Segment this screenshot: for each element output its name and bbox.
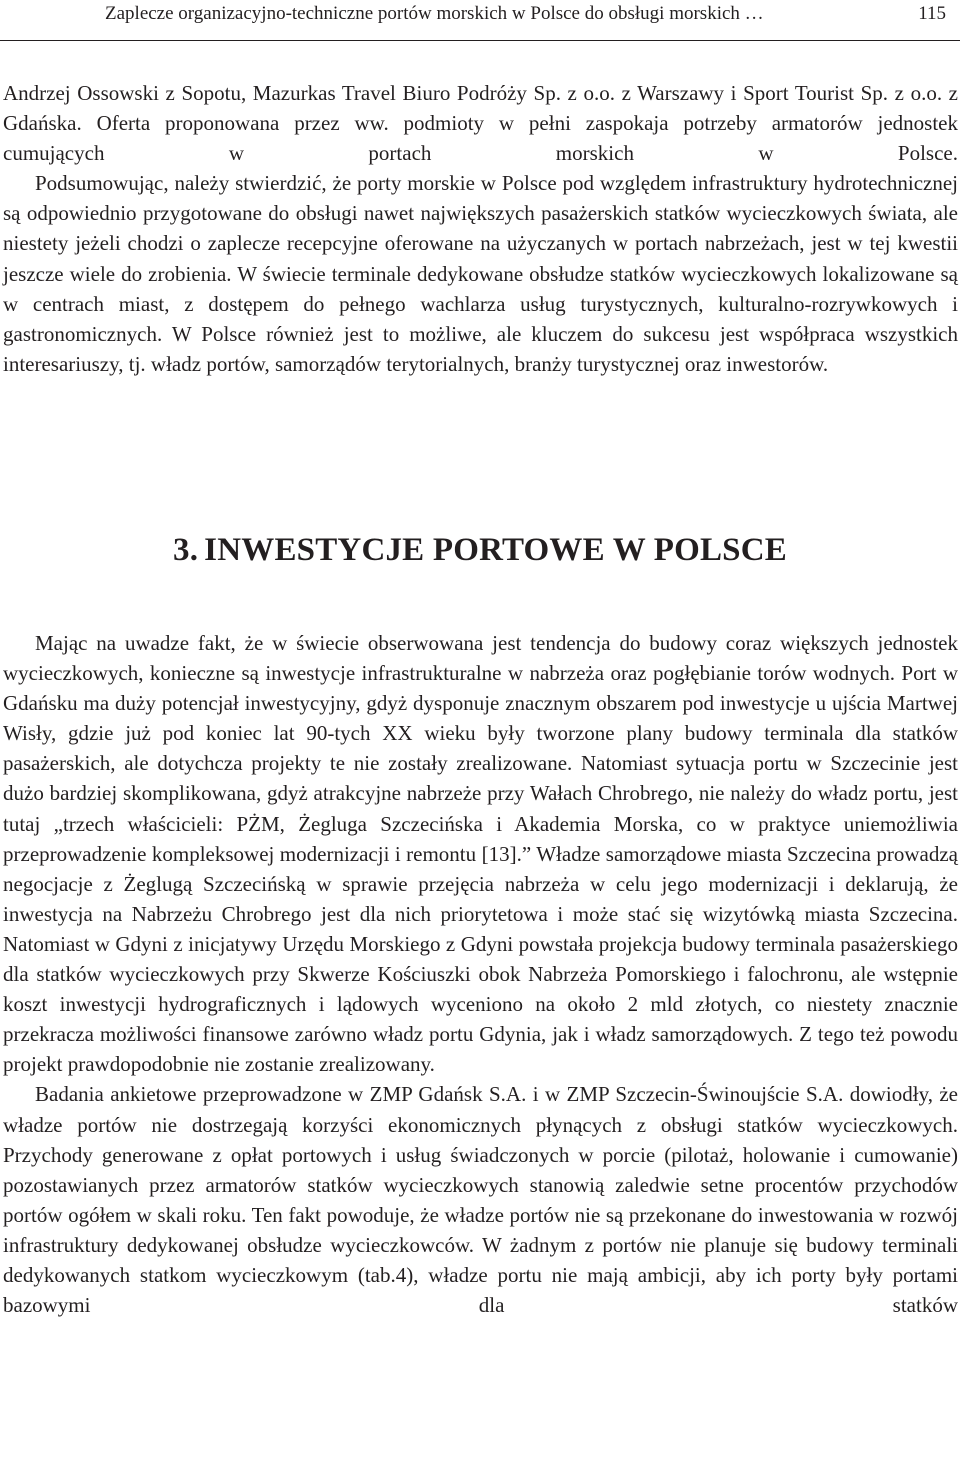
summary-paragraph: Podsumowując, należy stwierdzić, że porty morskie w Polsce pod względem infrastruktury hydrotechnicznej są odpowiednio przygotowane do obsługi nawet największych pasażerskich statków wycieczkowych świata, ale niestety jeżeli chodzi o zaplecze recepcyjne oferowane na użyczanych w portach nabrzeżach, jest w tej kwestii jeszcze wiele do zrobienia. W świecie terminale dedykowane obsłudze statków wycieczkowych lokalizowane są w centrach miast, z dostępem do pełnego wachlarza usług turystycznych, kulturalno-rozrywkowych i gastronomicznych. W Polsce również jest to możliwe, ale kluczem do sukcesu jest współpraca wszystkich interesariuszy, tj. władz portów, samorządów terytorialnych, branży turystycznej oraz inwestorów. — [3, 171, 958, 376]
body-paragraph-2: Badania ankietowe przeprowadzone w ZMP Gdańsk S.A. i w ZMP Szczecin-Świnoujście S.A. dowiodły, że władze portów nie dostrzegają korzyści ekonomicznych płynących z obsługi statków wycieczkowych. Przychody generowane z opłat portowych i usług świadczonych w porcie (pilotaż, holowanie i cumowanie) pozostawianych przez armatorów statków wycieczkowych stanowią zaledwie setne procentów przychodów portów ogółem w skali roku. Ten fakt powoduje, że władze portów nie są przekonane do inwestowania w rozwój infrastruktury dedykowanej obsłudze wycieczkowców. W żadnym z portów nie planuje się budowy terminali dedykowanych statkom wycieczkowym (tab.4), władze portu nie mają ambicji, aby ich porty były portami bazowymi dla statków — [3, 1082, 958, 1318]
section-heading — [0, 532, 960, 569]
running-header — [0, 0, 960, 41]
running-title: Zaplecze organizacyjno-techniczne portów morskich w Polsce do obsługi morskich … — [105, 3, 764, 24]
body-paragraph-1: Mając na uwadze fakt, że w świecie obserwowana jest tendencja do budowy coraz większych jednostek wycieczkowych, konieczne są inwestycje infrastrukturalne w nabrzeża oraz pogłębianie torów wodnych. Port w Gdańsku ma duży potencjał inwestycyjny, gdyż dysponuje znacznym obszarem pod inwestycje u ujścia Martwej Wisły, gdzie już pod koniec lat 90-tych XX wieku były tworzone plany budowy terminala dla statków pasażerskich, ale dotychcza projekty te nie zostały zrealizowane. Natomiast sytuacja portu w Szczecinie jest dużo bardziej skomplikowana, gdyż atrakcyjne nabrzeże przy Wałach Chrobrego, nie należy do władz portu, jest tutaj „trzech właścicieli: PŻM, Żegluga Szczecińska i Akademia Morska, co w praktyce uniemożliwia przeprowadzenie kompleksowej modernizacji i remontu [13].” Władze samorządowe miasta Szczecina prowadzą negocjacje z Żeglugą Szczecińską w sprawie przejęcia nabrzeża w celu jego modernizacji i deklarują, że inwestycja na Nabrzeżu Chrobrego jest dla nich priorytetowa i może stać się wizytówką miasta Szczecina. Natomiast w Gdyni z inicjatywy Urzędu Morskiego z Gdyni powstała projekcja budowy terminala pasażerskiego dla statków wycieczkowych przy Skwerze Kościuszki obok Nabrzeża Pomorskiego i falochronu, ale wstępnie koszt inwestycji hydrograficznych i lądowych wyceniono na około 2 mld złotych, co niestety znacznie przekracza możliwości finansowe zarówno władz portu Gdynia, jak i władz samorządowych. Z tego też powodu projekt prawdopodobnie nie zostanie zrealizowany. — [3, 631, 958, 1077]
page-number: 115 — [918, 3, 946, 24]
section-title: INWESTYCJE PORTOWE W POLSCE — [204, 532, 787, 568]
intro-paragraph: Andrzej Ossowski z Sopotu, Mazurkas Travel Biuro Podróży Sp. z o.o. z Warszawy i Sport Tourist Sp. z o.o. z Gdańska. Oferta proponowana przez ww. podmioty w pełni zaspokaja potrzeby armatorów jednostek cumujących w portach morskich w Polsce. — [3, 81, 958, 166]
intro-block — [3, 78, 958, 379]
section-number: 3. — [173, 532, 199, 568]
body-block — [3, 628, 958, 1320]
